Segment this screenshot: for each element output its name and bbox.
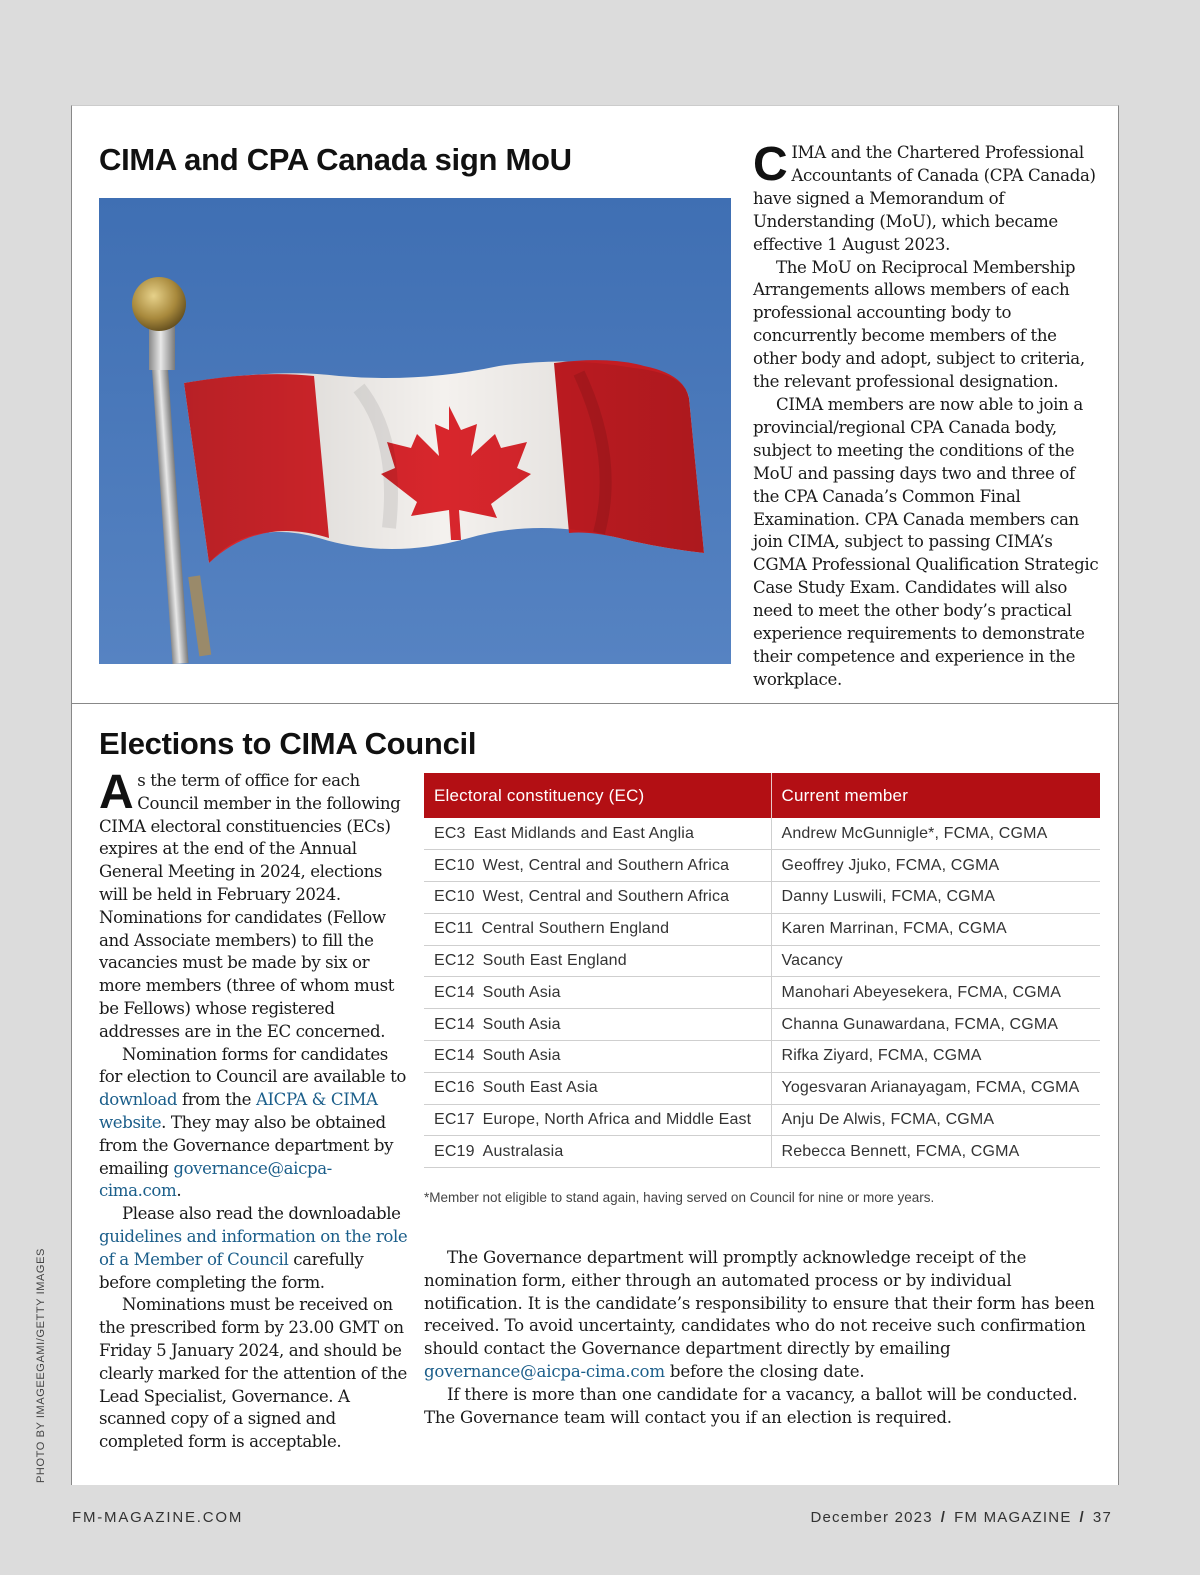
ec-code: EC14 [434, 1015, 475, 1033]
member-cell: Manohari Abeyesekera, FCMA, CGMA [771, 977, 1100, 1009]
canada-flag-photo [99, 198, 731, 664]
photo-credit: PHOTO BY IMAGEEGAMI/GETTY IMAGES [35, 1248, 47, 1483]
ec-code: EC11 [434, 920, 474, 938]
table-footnote: *Member not eligible to stand again, having served on Council for nine or more years. [424, 1190, 935, 1205]
ec-code: EC10 [434, 856, 475, 874]
footer-page-number: 37 [1092, 1509, 1112, 1526]
member-cell: Yogesvaran Arianayagam, FCMA, CGMA [771, 1072, 1100, 1104]
paragraph: Nomination forms for candidates for election to Council are available to download from the AICPA & CIMA website. They may also be obtained from the Governance department by emailing governance@aicpa-cima.com. [99, 1044, 406, 1201]
member-cell: Danny Luswili, FCMA, CGMA [771, 882, 1100, 914]
article-title-mou: CIMA and CPA Canada sign MoU [99, 142, 572, 177]
member-cell: Vacancy [771, 945, 1100, 977]
ec-region: South Asia [482, 1047, 561, 1065]
ec-region: Australasia [482, 1142, 564, 1160]
paragraph: The MoU on Reciprocal Membership Arrangements allows members of each professional accounting body to concurrently become members of the other body and adopt, subject to criteria, the relevant professional designation. [753, 257, 1085, 392]
paragraph: Nominations must be received on the prescribed form by 23.00 GMT on Friday 5 January 2024, and should be clearly marked for the attention of the Lead Specialist, Governance. A scanned copy of a signed and completed form is acceptable. [99, 1295, 407, 1452]
constituency-cell [424, 1072, 771, 1104]
constituency-cell [424, 1041, 771, 1073]
constituency-cell [424, 977, 771, 1009]
table-row [424, 913, 1100, 945]
governance-email-link[interactable]: governance@aicpa-cima.com [424, 1361, 665, 1381]
footer-separator: / [940, 1509, 947, 1526]
member-cell: Rebecca Bennett, FCMA, CGMA [771, 1136, 1100, 1168]
constituency-cell [424, 913, 771, 945]
table-row [424, 1104, 1100, 1136]
table-row [424, 1136, 1100, 1168]
aicpa-cima-website-link[interactable]: AICPA & CIMA website [99, 1090, 378, 1132]
ec-code: EC19 [434, 1142, 475, 1160]
paragraph: CIMA members are now able to join a provincial/regional CPA Canada body, subject to meeting the conditions of the MoU and passing days two and three of the CPA Canada’s Common Final Examination. CPA Canada members can join CIMA, subject to passing CIMA’s CGMA Professional Qualification Strategic Case Study Exam. Candidates will also need to meet the other body’s practical experience requirements to demonstrate their competence and experience in the workplace. [753, 394, 1099, 689]
member-cell: Karen Marrinan, FCMA, CGMA [771, 913, 1100, 945]
constituency-cell [424, 818, 771, 850]
ec-region: South Asia [482, 1015, 561, 1033]
paragraph: If there is more than one candidate for a vacancy, a ballot will be conducted. The Governance team will contact you if an election is required. [424, 1384, 1078, 1427]
member-cell: Anju De Alwis, FCMA, CGMA [771, 1104, 1100, 1136]
ec-code: EC17 [434, 1111, 475, 1129]
download-link[interactable]: download [99, 1090, 178, 1110]
constituency-cell [424, 945, 771, 977]
table-body [424, 818, 1100, 1168]
constituency-cell [424, 1136, 771, 1168]
member-cell: Rifka Ziyard, FCMA, CGMA [771, 1041, 1100, 1073]
table-row [424, 850, 1100, 882]
article-body-mou [753, 138, 1103, 692]
table-row [424, 818, 1100, 850]
table-row [424, 945, 1100, 977]
ec-region: Central Southern England [481, 920, 670, 938]
section-divider [72, 703, 1118, 704]
ec-region: South Asia [482, 983, 561, 1001]
constituency-cell [424, 1104, 771, 1136]
constituency-cell [424, 850, 771, 882]
table-row [424, 1009, 1100, 1041]
paragraph: The Governance department will promptly acknowledge receipt of the nomination form, either through an automated process or by individual notification. It is the candidate’s responsibility to ensure that their form has been received. To avoid uncertainty, candidates who do not receive such confirmation should contact the Governance department directly by emailing governance@aicpa-cima.com before the closing date. [424, 1248, 1095, 1381]
table-row [424, 977, 1100, 1009]
governance-email-link[interactable]: governance@aicpa-cima.com [99, 1158, 332, 1201]
article-title-elections: Elections to CIMA Council [99, 726, 477, 761]
footer-date: December 2023 [810, 1509, 933, 1526]
table-row [424, 1041, 1100, 1073]
column-header-member: Current member [771, 773, 1100, 818]
ec-region: South East Asia [482, 1079, 598, 1097]
constituency-table [424, 773, 1100, 1168]
dropcap: C [753, 138, 788, 191]
ec-code: EC12 [434, 952, 475, 970]
ec-region: Europe, North Africa and Middle East [482, 1111, 752, 1129]
constituency-cell [424, 1009, 771, 1041]
footer-site: FM-MAGAZINE.COM [72, 1509, 244, 1526]
magazine-page [71, 105, 1119, 1485]
article-body-elections-continued [424, 1247, 1100, 1429]
table-row [424, 1072, 1100, 1104]
paragraph: CIMA and the Chartered Professional Accountants of Canada (CPA Canada) have signed a Memorandum of Understanding (MoU), which became effective 1 August 2023. [753, 138, 1096, 254]
ec-code: EC16 [434, 1079, 475, 1097]
paragraph: Please also read the downloadable guidelines and information on the role of a Member of Council carefully before completing the form. [99, 1204, 408, 1292]
ec-region: East Midlands and East Anglia [473, 824, 695, 842]
footer-magazine: FM MAGAZINE [954, 1509, 1072, 1526]
ec-region: West, Central and Southern Africa [482, 888, 730, 906]
article-body-elections [99, 766, 413, 1454]
constituency-cell [424, 882, 771, 914]
ec-region: South East England [482, 952, 627, 970]
paragraph: As the term of office for each Council member in the following CIMA electoral constituencies (ECs) expires at the end of the Annual General Meeting in 2024, elections will be held in February 2024. Nominations for candidates (Fellow and Associate members) to fill the vacancies must be made by six or more members (three of whom must be Fellows) whose registered addresses are in the EC concerned. [99, 766, 401, 1041]
table-row [424, 882, 1100, 914]
ec-code: EC3 [434, 824, 466, 842]
member-cell: Channa Gunawardana, FCMA, CGMA [771, 1009, 1100, 1041]
ec-code: EC14 [434, 983, 475, 1001]
dropcap: A [99, 766, 134, 819]
table-header-row [424, 773, 1100, 818]
member-cell: Geoffrey Jjuko, FCMA, CGMA [771, 850, 1100, 882]
footer-info [810, 1509, 1112, 1526]
member-cell: Andrew McGunnigle*, FCMA, CGMA [771, 818, 1100, 850]
footer-separator: / [1079, 1509, 1085, 1526]
ec-code: EC10 [434, 888, 475, 906]
ec-code: EC14 [434, 1047, 475, 1065]
column-header-constituency: Electoral constituency (EC) [424, 773, 771, 818]
guidelines-link[interactable]: guidelines and information on the role of a Member of Council [99, 1226, 408, 1269]
ec-region: West, Central and Southern Africa [482, 856, 730, 874]
